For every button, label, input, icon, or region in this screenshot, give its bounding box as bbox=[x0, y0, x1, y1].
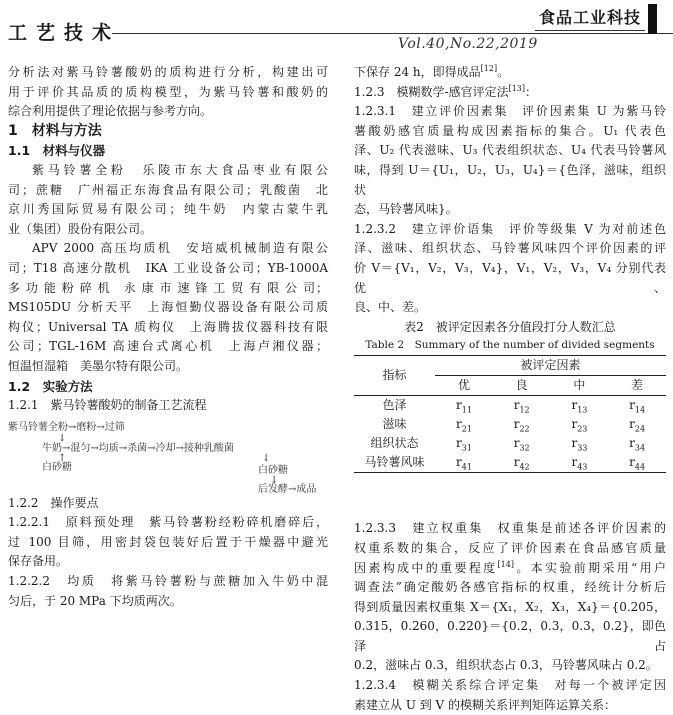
text-line: 司；蔗糖 广州福正东海食品有限公司；乳酸菌 北 bbox=[8, 182, 328, 197]
table-row bbox=[354, 396, 666, 416]
column-header: 差 bbox=[608, 376, 666, 396]
table-cell bbox=[551, 396, 609, 416]
left-column bbox=[8, 63, 328, 611]
line-text: 。 bbox=[497, 65, 510, 79]
cell-symbol: r bbox=[513, 417, 520, 432]
section-heading: 1.2.1 紫马铃薯酸奶的制备工艺流程 bbox=[8, 398, 207, 413]
text-line bbox=[354, 83, 666, 103]
table-cell bbox=[551, 415, 609, 434]
text-line: 1.2.3.1 建立评价因素集 评价因素集 U 为紫马铃 bbox=[354, 104, 666, 119]
cell-symbol: r bbox=[571, 455, 578, 470]
group-header: 被评定因素 bbox=[435, 356, 666, 376]
text-line: 业（集团）股份有限公司。 bbox=[8, 221, 153, 236]
table-cell bbox=[435, 415, 493, 434]
cell-symbol: r bbox=[456, 398, 462, 413]
table-cell bbox=[435, 396, 493, 416]
text-line: 构仪；Universal TA 质构仪 上海腾拔仪器科技有限 bbox=[8, 319, 328, 334]
cell-subscript: 44 bbox=[634, 462, 646, 472]
flow-step: ↓ bbox=[262, 452, 271, 464]
table-caption-en: Table 2 Summary of the number of divided segments bbox=[365, 339, 655, 352]
paragraph bbox=[354, 676, 666, 715]
data-table bbox=[354, 355, 666, 473]
cell-symbol: r bbox=[456, 455, 462, 470]
cell-subscript: 41 bbox=[461, 462, 472, 472]
cell-subscript: 13 bbox=[577, 405, 588, 415]
text-line: 0.315，0.260，0.220}＝{0.2，0.3，0.3，0.2}，即色泽占 bbox=[354, 619, 666, 653]
right-column bbox=[354, 63, 666, 715]
process-flow-diagram bbox=[8, 416, 328, 494]
section-heading: 1.1 材料与仪器 bbox=[8, 143, 106, 159]
paragraph bbox=[8, 239, 328, 376]
table-row bbox=[354, 434, 666, 453]
cell-symbol: r bbox=[629, 398, 635, 413]
text-line bbox=[354, 559, 666, 579]
text-line: 紫马铃薯全粉 乐陵市东大食品枣业有限公 bbox=[32, 162, 328, 177]
table-cell bbox=[608, 396, 666, 416]
text-line: MS105DU 分析天平 上海恒勤仪器设备有限公司质 bbox=[8, 300, 328, 315]
flow-step: 紫马铃薯全粉→磨粉→过筛 bbox=[8, 421, 125, 433]
cell-symbol: r bbox=[513, 398, 520, 413]
text-line: 泽、U₂ 代表滋味、U₃ 代表组织状态、U₄ 代表马铃薯风 bbox=[354, 143, 666, 158]
row-header: 指标 bbox=[354, 356, 435, 396]
paragraph bbox=[354, 220, 666, 318]
text-line: 薯酸奶感官质量构成因素指标的集合。U₁ 代表色 bbox=[354, 123, 666, 138]
paragraph bbox=[354, 102, 666, 220]
text-line: 匀后，于 20 MPa 下均质两次。 bbox=[8, 593, 182, 608]
header-rule bbox=[112, 33, 673, 34]
cell-subscript: 24 bbox=[634, 424, 646, 434]
text-line: 1.2.2.2 均质 将紫马铃薯粉与蔗糖加入牛奶中混 bbox=[8, 574, 328, 589]
table-cell bbox=[608, 434, 666, 453]
table-row bbox=[354, 415, 666, 434]
paragraph bbox=[8, 161, 328, 239]
table-cell bbox=[551, 453, 609, 473]
cell-subscript: 12 bbox=[519, 405, 530, 415]
citation: [12] bbox=[480, 64, 498, 73]
text-line: 分析法对紫马铃薯酸奶的质构进行分析，构建出可 bbox=[8, 65, 328, 79]
flow-step: ↑ bbox=[58, 452, 67, 464]
cell-symbol: r bbox=[629, 436, 635, 451]
line-text: 。本实验前期采用“用户 bbox=[513, 560, 666, 575]
row-label: 马铃薯风味 bbox=[364, 455, 425, 470]
cell-subscript: 23 bbox=[577, 424, 588, 434]
section-heading: 1 材料与方法 bbox=[8, 122, 102, 139]
text-line: APV 2000 高压均质机 安培威机械制造有限公 bbox=[32, 241, 328, 256]
table-cell bbox=[435, 434, 493, 453]
flow-step: 白砂糖 bbox=[258, 464, 288, 476]
text-line: 司；T18 高速分散机 IKA 工业设备公司；YB-1000A bbox=[8, 260, 328, 275]
cell-symbol: r bbox=[571, 417, 578, 432]
text-line: 恒温恒湿箱 美墨尔特有限公司。 bbox=[8, 358, 189, 373]
table-caption: 表2 被评定因素各分值段打分人数汇总 bbox=[404, 319, 616, 334]
line-text: 1.2.3 模糊数学-感官评定法 bbox=[354, 84, 509, 99]
cell-subscript: 32 bbox=[519, 443, 530, 453]
line-text: 因素构成中的重要程度 bbox=[354, 560, 498, 575]
journal-logo: 食品工业科技 bbox=[535, 5, 645, 31]
text-line: 公司；TGL-16M 高速台式离心机 上海卢湘仪器； bbox=[8, 339, 328, 354]
column-header: 优 bbox=[435, 376, 493, 396]
spacer bbox=[354, 479, 666, 519]
text-line: 京川秀国际贸易有限公司；纯牛奶 内蒙古蒙牛乳 bbox=[8, 202, 328, 217]
row-label: 组织状态 bbox=[370, 436, 419, 451]
table-row bbox=[354, 453, 666, 473]
text-line: 素建立从 U 到 V 的模糊关系评判矩阵运算关系： bbox=[354, 697, 617, 712]
column-header: 中 bbox=[551, 376, 609, 396]
table-cell bbox=[493, 415, 551, 434]
table-cell bbox=[435, 453, 493, 473]
text-line: 过 100 目筛，用密封袋包装好后置于干燥器中避光 bbox=[8, 534, 328, 549]
row-label: 滋味 bbox=[382, 417, 407, 432]
cell-symbol: r bbox=[456, 436, 462, 451]
text-line: 价 V＝{V₁，V₂，V₃，V₄}，V₁，V₂，V₃，V₄ 分别代表优、 bbox=[354, 260, 666, 295]
text-line: 调查法”确定酸奶各感官指标的权重，经统计分析后 bbox=[354, 580, 666, 595]
line-text: ： bbox=[525, 84, 538, 99]
paragraph bbox=[354, 63, 666, 83]
cell-subscript: 43 bbox=[577, 462, 588, 472]
paragraph bbox=[8, 63, 328, 122]
citation: [14] bbox=[497, 559, 514, 569]
text-line: 泽、滋味、组织状态、马铃薯风味四个评价因素的评 bbox=[354, 241, 666, 256]
volume-info: Vol.40,No.22,2019 bbox=[398, 36, 538, 52]
row-label: 色泽 bbox=[382, 398, 407, 413]
cell-symbol: r bbox=[571, 398, 578, 413]
cell-symbol: r bbox=[629, 455, 635, 470]
table-cell bbox=[608, 415, 666, 434]
table-cell bbox=[493, 434, 551, 453]
text-line: 多 功 能 粉 碎 机 永 康 市 速 锋 工 贸 有 限 公 司； bbox=[8, 280, 328, 295]
flow-step: ↓ bbox=[270, 474, 279, 486]
paragraph bbox=[8, 513, 328, 572]
cell-subscript: 14 bbox=[634, 405, 646, 415]
paragraph bbox=[354, 519, 666, 676]
cell-subscript: 33 bbox=[577, 443, 588, 453]
table-cell bbox=[608, 453, 666, 473]
text-line: 权重系数的集合，反应了评价因素在食品感官质量 bbox=[354, 540, 666, 555]
cell-symbol: r bbox=[513, 455, 520, 470]
cell-subscript: 22 bbox=[519, 424, 530, 434]
text-line: 1.2.3.4 模糊关系综合评定集 对每一个被评定因 bbox=[354, 678, 666, 693]
section-heading: 1.2.2 操作要点 bbox=[8, 495, 99, 510]
cell-subscript: 42 bbox=[519, 462, 530, 472]
cell-subscript: 21 bbox=[461, 424, 472, 434]
text-line: 0.2，滋味占 0.3，组织状态占 0.3，马铃薯风味占 0.2。 bbox=[354, 658, 658, 673]
table-cell bbox=[551, 434, 609, 453]
text-line: 得到质量因素权重集 X＝{X₁，X₂，X₃，X₄}＝{0.205， bbox=[354, 599, 666, 614]
flow-step: 后发酵→成品 bbox=[258, 483, 317, 495]
line-text: 下保存 24 h，即得成品 bbox=[354, 65, 481, 79]
cell-symbol: r bbox=[513, 436, 520, 451]
paragraph bbox=[8, 572, 328, 611]
text-line: 1.2.3.2 建立评价语集 评价等级集 V 为对前述色 bbox=[354, 221, 666, 236]
flow-step: ↓ bbox=[58, 432, 67, 444]
cell-symbol: r bbox=[629, 417, 635, 432]
citation: [13] bbox=[508, 83, 526, 93]
text-line: 保存备用。 bbox=[8, 554, 69, 569]
text-line: 1.2.2.1 原料预处理 紫马铃薯粉经粉碎机磨碎后， bbox=[8, 515, 328, 530]
cell-symbol: r bbox=[456, 417, 462, 432]
cell-subscript: 34 bbox=[634, 443, 646, 453]
flow-step: 牛奶→混匀→均质→杀菌→冷却→接种乳酸菌 bbox=[42, 442, 234, 454]
table-cell bbox=[493, 453, 551, 473]
cell-subscript: 11 bbox=[461, 405, 472, 415]
text-line: 味，得到 U＝{U₁，U₂，U₃，U₄}＝{色泽，滋味，组织状 bbox=[354, 162, 666, 197]
table-cell bbox=[493, 396, 551, 416]
text-line: 态，马铃薯风味}。 bbox=[354, 202, 458, 217]
section-header: 工艺技术 bbox=[8, 22, 121, 44]
header-bar bbox=[648, 4, 657, 34]
paragraph bbox=[354, 83, 666, 103]
text-line bbox=[354, 63, 666, 83]
column-header: 良 bbox=[493, 376, 551, 396]
flow-step: 白砂糖 bbox=[42, 461, 72, 473]
cell-symbol: r bbox=[571, 436, 578, 451]
text-line: 良、中、差。 bbox=[354, 300, 427, 315]
text-line: 用于评价其品质的质构模型，为紫马铃薯和酸奶的 bbox=[8, 84, 328, 99]
text-line: 综合利用提供了理论依据与参考方向。 bbox=[8, 104, 213, 119]
cell-subscript: 31 bbox=[461, 443, 472, 453]
text-line: 1.2.3.3 建立权重集 权重集是前述各评价因素的 bbox=[354, 521, 666, 536]
section-heading: 1.2 实验方法 bbox=[8, 378, 93, 394]
